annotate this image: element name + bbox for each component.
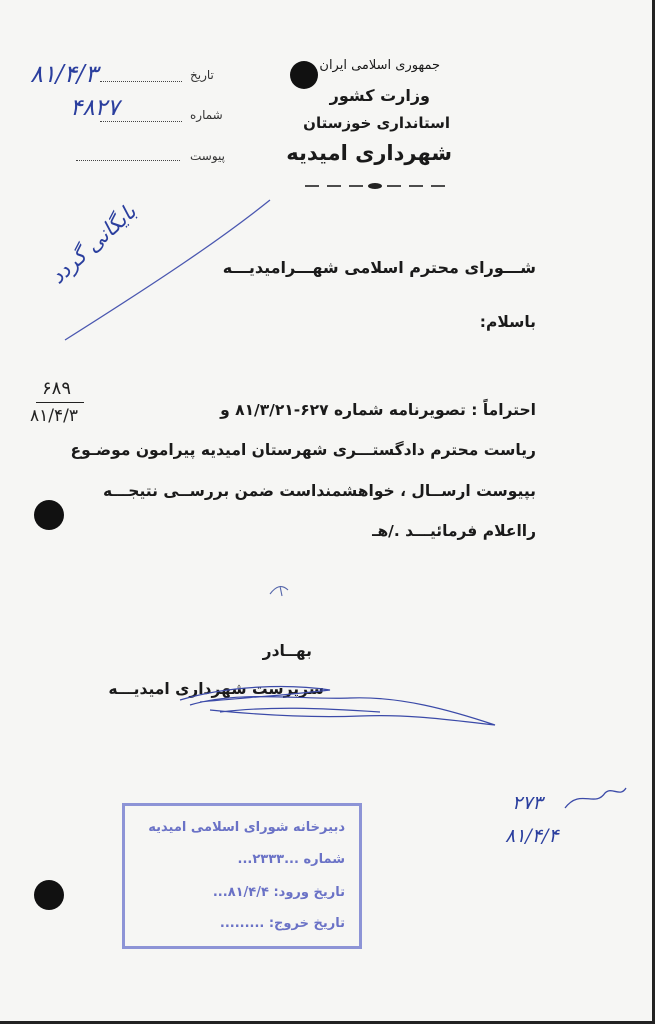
signature-name: بهــادر [262,642,312,660]
letterhead-municipality: شهرداری امیدیه [286,141,452,165]
letterhead-ornament [305,176,445,196]
pencil-mark [268,580,292,600]
date-value: ۸۱/۴/۳ [30,60,98,88]
margin-note-date: ۸۱/۴/۳ [30,406,78,426]
stamp-entry-date: تاریخ ورود: ۸۱/۴/۴... [212,885,345,900]
stamp-title: دبیرخانه شورای اسلامی امیدیه [148,820,345,835]
body-line-3: بپیوست ارســال ، خواهشمنداست ضمن بررســی نتیجـــه [103,482,536,500]
greeting: باسلام: [479,313,536,331]
signature-title: سرپرست شهرداری امیدیـــه [108,680,324,698]
recipient-line: شـــورای محترم اسلامی شهـــرامیدیـــه [222,258,536,277]
punch-hole-top [290,61,318,89]
stamp-number: شماره ...۲۳۳۳... [237,852,345,867]
attachment-label: پیوست [190,149,225,163]
letterhead-country: جمهوری اسلامی ایران [319,58,440,73]
receipt-note-date: ۸۱/۴/۴ [505,825,559,847]
punch-hole-middle [34,500,64,530]
archive-note: بایگانی گردد [45,199,141,289]
receipt-note-scribble [560,778,630,818]
margin-note-number: ۶۸۹ [42,378,72,399]
body-line-1: احتراماً : تصویرنامه شماره ۶۲۷-۸۱/۳/۲۱ و [220,401,536,419]
letterhead-province: استانداری خوزستان [303,114,450,132]
body-line-4: رااعلام فرمائیـــد ./هـ [372,522,536,540]
signature-scribble [150,670,500,735]
date-dotted-line [100,81,182,82]
number-dotted-line [100,121,182,122]
date-label: تاریخ [190,68,214,82]
attachment-dotted-line [76,160,180,161]
number-label: شماره [190,108,223,122]
margin-note-rule [36,402,84,403]
letterhead-ministry: وزارت کشور [329,86,430,105]
secretariat-stamp [122,803,362,949]
receipt-note-number: ۲۷۳ [512,792,543,814]
punch-hole-bottom [34,880,64,910]
stamp-exit-date: تاریخ خروج: ......... [219,916,345,931]
body-line-2: ریاست محترم دادگستـــری شهرستان امیدیه پیرامون موضـوع [70,441,536,459]
number-value: ۴۸۲۷ [70,95,120,121]
